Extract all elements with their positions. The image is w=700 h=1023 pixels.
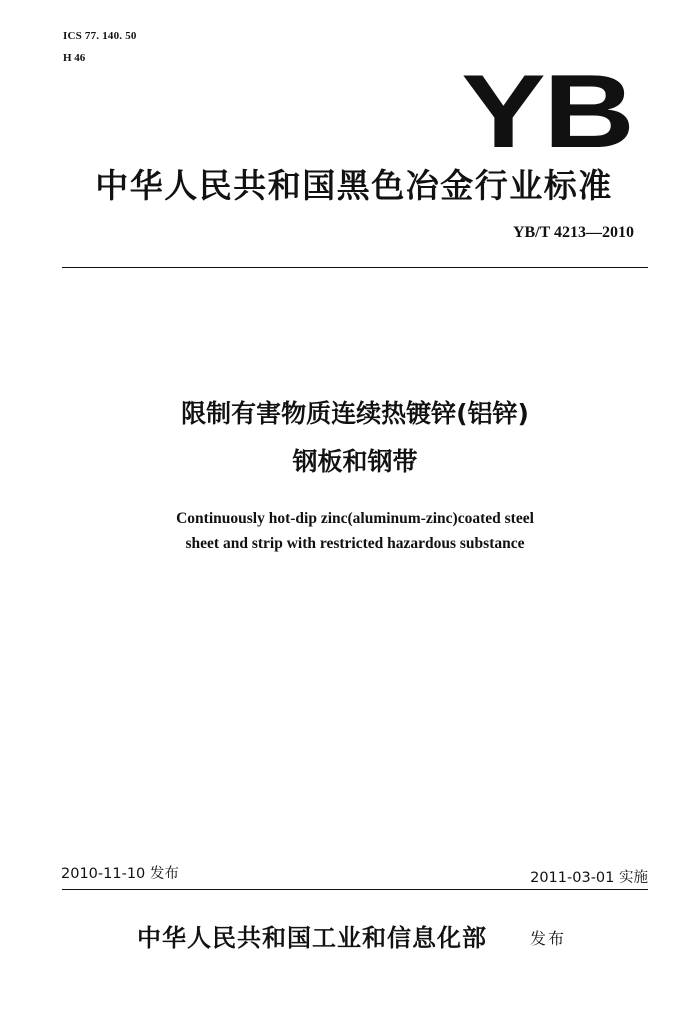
header-divider: [62, 267, 648, 268]
english-title-line-2: sheet and strip with restricted hazardous substance: [185, 535, 525, 552]
issue-date: 2010-11-10 发布: [61, 866, 179, 882]
publisher-name: 中华人民共和国工业和信息化部: [137, 923, 487, 952]
implementation-date: 2011-03-01 实施: [530, 870, 648, 886]
chinese-title-line-2: 钢板和钢带: [292, 447, 418, 476]
footer-divider: [62, 889, 648, 890]
publish-label: 发布: [530, 929, 567, 948]
chinese-title-line-1: 限制有害物质连续热镀锌(铝锌): [181, 399, 529, 428]
ics-code: ICS 77. 140. 50: [63, 30, 137, 42]
ccs-code: H 46: [63, 52, 86, 64]
standard-category-title: 中华人民共和国黑色冶金行业标准: [95, 166, 613, 205]
yb-logo: YB: [460, 54, 632, 170]
english-title-line-1: Continuously hot-dip zinc(aluminum-zinc)coated steel: [176, 510, 534, 527]
standard-number: YB/T 4213—2010: [512, 224, 634, 241]
